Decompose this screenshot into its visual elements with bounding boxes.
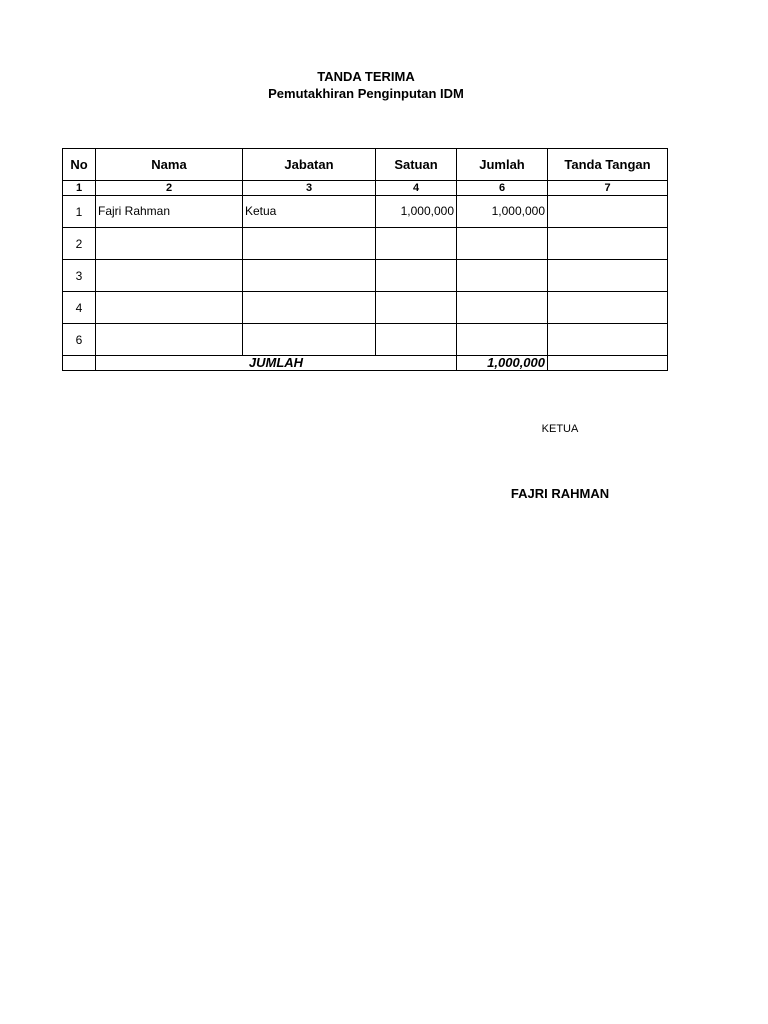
row-nama xyxy=(96,228,243,260)
row-satuan xyxy=(376,292,457,324)
row-nama xyxy=(96,260,243,292)
document-title: TANDA TERIMA xyxy=(317,69,415,84)
header-no: No xyxy=(63,149,96,181)
total-label: JUMLAH xyxy=(96,356,457,371)
row-jabatan xyxy=(243,260,376,292)
table-row xyxy=(63,292,668,324)
row-jumlah xyxy=(457,324,548,356)
header-jabatan: Jabatan xyxy=(243,149,376,181)
row-satuan: 1,000,000 xyxy=(376,196,457,228)
column-number-row xyxy=(63,181,668,196)
total-row xyxy=(63,356,668,371)
row-tanda-tangan xyxy=(548,292,668,324)
table-row xyxy=(63,260,668,292)
row-tanda-tangan xyxy=(548,324,668,356)
total-value: 1,000,000 xyxy=(457,356,548,371)
row-satuan xyxy=(376,260,457,292)
table-header-row xyxy=(63,149,668,181)
column-number: 1 xyxy=(63,181,96,196)
row-jumlah xyxy=(457,292,548,324)
row-jabatan xyxy=(243,324,376,356)
column-number: 3 xyxy=(243,181,376,196)
table-row xyxy=(63,324,668,356)
signature-role: KETUA xyxy=(541,423,579,435)
header-satuan: Satuan xyxy=(376,149,457,181)
row-no: 6 xyxy=(63,324,96,356)
row-jabatan xyxy=(243,292,376,324)
header-jumlah: Jumlah xyxy=(457,149,548,181)
column-number: 2 xyxy=(96,181,243,196)
column-number: 7 xyxy=(548,181,668,196)
row-no: 2 xyxy=(63,228,96,260)
row-nama xyxy=(96,324,243,356)
total-empty-cell xyxy=(548,356,668,371)
row-jumlah: 1,000,000 xyxy=(457,196,548,228)
row-jabatan: Ketua xyxy=(243,196,376,228)
row-satuan xyxy=(376,324,457,356)
row-no: 1 xyxy=(63,196,96,228)
row-jumlah xyxy=(457,260,548,292)
column-number: 6 xyxy=(457,181,548,196)
table-row xyxy=(63,196,668,228)
receipt-table xyxy=(62,148,668,371)
table-row xyxy=(63,228,668,260)
row-nama: Fajri Rahman xyxy=(96,196,243,228)
document-subtitle: Pemutakhiran Penginputan IDM xyxy=(268,86,464,101)
row-tanda-tangan xyxy=(548,196,668,228)
row-no: 4 xyxy=(63,292,96,324)
row-tanda-tangan xyxy=(548,260,668,292)
row-satuan xyxy=(376,228,457,260)
row-no: 3 xyxy=(63,260,96,292)
row-jabatan xyxy=(243,228,376,260)
header-nama: Nama xyxy=(96,149,243,181)
column-number: 4 xyxy=(376,181,457,196)
row-jumlah xyxy=(457,228,548,260)
header-tanda-tangan: Tanda Tangan xyxy=(548,149,668,181)
signature-name: FAJRI RAHMAN xyxy=(510,486,610,501)
row-nama xyxy=(96,292,243,324)
total-spacer-cell xyxy=(63,356,96,371)
row-tanda-tangan xyxy=(548,228,668,260)
